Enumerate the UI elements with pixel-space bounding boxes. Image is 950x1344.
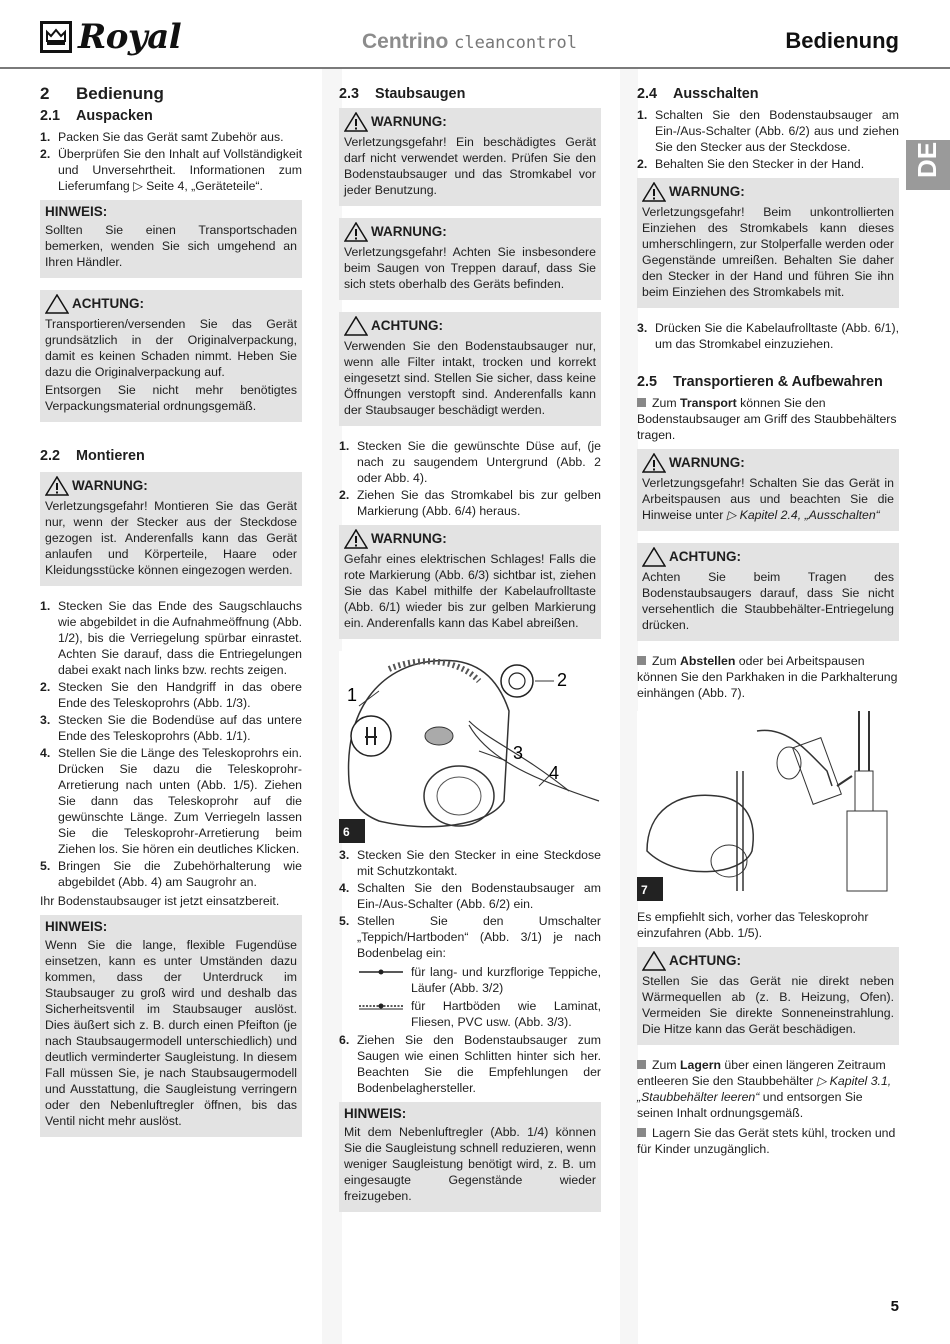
unpack-steps (40, 129, 302, 194)
list-item: 5. Stellen Sie den Umschalter „Teppich/Hartboden“ (Abb. 3/1) je nach Bodenbelag ein: (339, 914, 601, 960)
note-title: HINWEIS: (45, 204, 108, 219)
chapter-heading: 2 Bedienung (40, 84, 164, 103)
warning-text: Verletzungsgefahr! Schalten Sie das Gerät in Arbeitspausen aus und beachten Sie die Hinweise unter ▷ Kapitel 2.4, „Ausschalten“ (642, 476, 894, 522)
warning-box (339, 108, 601, 206)
header-divider (0, 67, 950, 69)
list-item: 1. Packen Sie das Gerät samt Zubehör aus. (40, 130, 284, 144)
warning-triangle-icon (344, 316, 368, 336)
section-heading-2-2: 2.2 Montieren (40, 448, 145, 464)
vacuum-cable-illustration (339, 651, 601, 843)
note-text: Sollten Sie einen Transportschaden bemerken, wenden Sie sich umgehend an Ihren Händler. (45, 223, 297, 269)
storage-text: Zum Lagern über einen längeren Zeitraum entleeren Sie den Staubbehälter ▷ Kapitel 3.1, „Staubbehälter leeren“ und entsorgen Sie seinen Inhalt ordnungsgemäß. (637, 1058, 892, 1120)
caution-text: Entsorgen Sie nicht mehr benötigtes Verpackungsmaterial ordnungsgemäß. (45, 383, 297, 413)
caution-text: Transportieren/versenden Sie das Gerät grundsätzlich in der Originalverpackung, damit es keinen Schaden nimmt. Heben Sie dazu die Originalverpackung auf. (45, 317, 297, 379)
assembly-steps (40, 598, 302, 890)
vacuum-steps (339, 438, 601, 519)
ready-text: Ihr Bodenstaubsauger ist jetzt einsatzbereit. (40, 894, 280, 908)
hardfloor-setting-text: für Hartböden wie Laminat, Fliesen, PVC usw. (Abb. 3/3). (411, 999, 601, 1029)
column-1 (40, 84, 302, 1149)
warning-triangle-icon (642, 182, 666, 202)
warning-box (637, 449, 899, 531)
callout-3: 3 (513, 743, 524, 763)
carpet-setting (357, 964, 601, 996)
warning-title: WARNUNG: (344, 529, 596, 549)
brand-wordmark: Royal (78, 17, 182, 57)
chapter-reference-link[interactable]: ▷ Kapitel 3.1, „Staubbehälter leeren“ (637, 1074, 892, 1104)
caution-text: Verwenden Sie den Bodenstaubsauger nur, wenn alle Filter intakt, trocken und korrekt eingesetzt sind. Stellen Sie sicher, dass keine Öffnungen verstopft sind. Anderenfalls kann der Staubsauger beschädigt werden. (344, 339, 596, 417)
warning-triangle-icon (45, 294, 69, 314)
list-item: 5. Bringen Sie die Zubehörhalterung wie abgebildet (Abb. 4) am Saugrohr an. (40, 859, 302, 889)
note-box (40, 200, 302, 278)
switch-off-steps (637, 320, 899, 352)
warning-text: Gefahr eines elektrischen Schlages! Falls die rote Markierung (Abb. 6/3) sichtbar ist, ziehen Sie das Kabel mithilfe der Kabelaufrolltaste (Abb. 6/1) wieder bis zur gelben Markierung ein. Anderenfalls kann das Kabel abreißen. (344, 552, 596, 630)
column-gutter (620, 69, 638, 1344)
carpet-setting-text: für lang- und kurzflorige Teppiche, Läufer (Abb. 3/2) (411, 965, 601, 995)
callout-4: 4 (549, 763, 560, 783)
list-item: 1. Schalten Sie den Bodenstaubsauger am Ein-/Aus-Schalter (Abb. 6/2) aus und ziehen Sie den Stecker aus der Steckdose. (637, 108, 899, 154)
list-item: 3. Drücken Sie die Kabelaufrolltaste (Abb. 6/1), um das Stromkabel einzuziehen. (637, 321, 899, 351)
section-heading-2-3: 2.3 Staubsaugen (339, 86, 466, 102)
list-item: 2. Stecken Sie den Handgriff in das obere Ende des Teleskoprohrs (Abb. 1/3). (40, 680, 302, 710)
warning-text: Verletzungsgefahr! Beim unkontrollierten Einziehen des Stromkabels kann dieses umherschlingern, zur Stolperfalle werden oder Gegenstände umreißen. Behalten Sie daher den Stecker in der Hand und führen Sie ihn beim Einziehen des Stromkabels mit. (642, 205, 894, 299)
hardfloor-setting (357, 998, 601, 1030)
warning-title: WARNUNG: (642, 182, 894, 202)
bullet-icon (637, 656, 646, 665)
model-title (362, 30, 577, 54)
note-title: HINWEIS: (45, 919, 108, 934)
list-item: 1. Stecken Sie das Ende des Saugschlauchs wie abgebildet in die Aufnahmeöffnung (Abb. 1/2), bis die Verriegelung spürbar einrastet. Achten Sie darauf, dass die Entriegelungen dabei exakt nach links bzw. rechts zeigen. (40, 599, 302, 677)
bullet-icon (637, 1060, 646, 1069)
warning-triangle-icon (344, 529, 368, 549)
warning-triangle-icon (642, 951, 666, 971)
list-item: 3. Stecken Sie die Bodendüse auf das untere Ende des Teleskoprohrs (Abb. 1/1). (40, 713, 302, 743)
model-subtitle: cleancontrol (454, 33, 577, 53)
caution-box (637, 947, 899, 1045)
list-item: 4. Schalten Sie den Bodenstaubsauger am Ein-/Aus-Schalter (Abb. 6/2) ein. (339, 881, 601, 911)
section-heading-2-5: 2.5 Transportieren & Aufbewahren (637, 374, 883, 390)
section-heading-2-1: 2.1 Auspacken (40, 108, 153, 124)
warning-triangle-icon (45, 476, 69, 496)
caution-title: ACHTUNG: (45, 294, 297, 314)
hardfloor-symbol-icon (357, 998, 411, 1012)
page-number: 5 (890, 1298, 899, 1315)
caution-text: Stellen Sie das Gerät nie direkt neben Wärmequellen ab (z. B. Heizung, Ofen). Vermeiden Sie direkte Sonneneinstrahlung. Die Hitze kann das Gerät beschädigen. (642, 974, 894, 1036)
caution-title: ACHTUNG: (344, 316, 596, 336)
list-item: 6. Ziehen Sie den Bodenstaubsauger zum Saugen wie einen Schlitten hinter sich her. Beachten Sie die Empfehlungen der Bodenbelaghersteller. (339, 1033, 601, 1095)
warning-triangle-icon (344, 112, 368, 132)
vacuum-steps (339, 847, 601, 961)
caution-text: Achten Sie beim Tragen des Bodenstaubsaugers darauf, dass Sie nicht versehentlich die Staubbehälter-Entriegelung drücken. (642, 570, 894, 632)
note-text: Wenn Sie die lange, flexible Fugendüse einsetzen, kann es unter Umständen dazu kommen, dass der Unterdruck im Staubsauger zu groß wird und deshalb das Sicherheitsventil im Staubsauger auslöst. Dies äußert sich z. B. durch einen Pfeifton (je nach Staubsaugermodell unterschiedlich) und deutlich verminderter Saugleistung. In diesem Fall müssen Sie, je nach Staubsaugermodell und Ausstattung, die Saugleistung verringern oder den Nebenluftregler öffnen, bis das Ventil nicht mehr auslöst. (45, 938, 297, 1128)
callout-1: 1 (347, 685, 358, 705)
warning-text: Verletzungsgefahr! Achten Sie insbesondere beim Saugen von Treppen darauf, dass Sie sich stets oberhalb des Geräts befinden. (344, 245, 596, 291)
switch-off-steps (637, 107, 899, 172)
bullet-icon (637, 1128, 646, 1137)
callout-2: 2 (557, 670, 568, 690)
warning-triangle-icon (642, 453, 666, 473)
cool-storage-text: Lagern Sie das Gerät stets kühl, trocken und für Kinder unzugänglich. (637, 1126, 896, 1156)
figure-6 (339, 651, 601, 843)
column-2 (339, 84, 601, 1224)
list-item: 4. Stellen Sie die Länge des Teleskoprohrs ein. Drücken Sie dazu die Teleskoprohr-Arretierung nach unten (Abb. 1/5). Ziehen Sie dann das Teleskoprohr auf die gewünschte Länge. Zum Verriegeln lassen Sie die Teleskoprohr-Arretierung beim Ziehen los. Sie hören ein deutliches Klicken. (40, 746, 302, 856)
warning-box (637, 178, 899, 308)
bullet-icon (637, 398, 646, 407)
caution-title: ACHTUNG: (642, 951, 894, 971)
warning-title: WARNUNG: (344, 222, 596, 242)
note-box (339, 1102, 601, 1212)
list-item: 2. Überprüfen Sie den Inhalt auf Vollständigkeit und Unversehrtheit. Informationen zum Lieferumfang ▷ Seite 4, „Geräteteile“. (40, 147, 302, 193)
note-title: HINWEIS: (344, 1106, 407, 1121)
vacuum-steps (339, 1032, 601, 1096)
caution-title: ACHTUNG: (642, 547, 894, 567)
note-text: Mit dem Nebenluftregler (Abb. 1/4) können Sie die Saugleistung schnell reduzieren, wenn weniger Saugleistung benötigt wird, z. B. um eingesaugte Gegenstände wieder freizugeben. (344, 1125, 596, 1203)
figure-number: 7 (637, 877, 663, 901)
carpet-symbol-icon (357, 964, 411, 978)
list-item: 3. Stecken Sie den Stecker in eine Steckdose mit Schutzkontakt. (339, 848, 601, 878)
telescope-text: Es empfiehlt sich, vorher das Teleskoprohr einzufahren (Abb. 1/5). (637, 910, 869, 940)
warning-box (339, 525, 601, 639)
caution-box (40, 290, 302, 422)
parking-illustration (637, 711, 899, 901)
warning-box (40, 472, 302, 586)
model-name: Centrino (362, 30, 449, 53)
section-heading-2-4: 2.4 Ausschalten (637, 86, 759, 102)
warning-box (339, 218, 601, 300)
note-box (40, 915, 302, 1137)
chapter-title: Bedienung (785, 28, 899, 53)
warning-title: WARNUNG: (344, 112, 596, 132)
warning-triangle-icon (642, 547, 666, 567)
list-item: 2. Behalten Sie den Stecker in der Hand. (637, 157, 865, 171)
list-item: 2. Ziehen Sie das Stromkabel bis zur gelben Markierung (Abb. 6/4) heraus. (339, 488, 601, 518)
page-header (0, 0, 950, 68)
chapter-reference-link[interactable]: ▷ Kapitel 2.4, „Ausschalten“ (726, 508, 880, 522)
warning-text: Verletzungsgefahr! Montieren Sie das Gerät nur, wenn der Stecker aus der Steckdose gezogen ist. Anderenfalls kann das Gerät anlaufen und Körperteile, Haare oder Kleidungsstücke können eingezogen werden. (45, 499, 297, 577)
language-tab (906, 140, 950, 190)
warning-text: Verletzungsgefahr! Ein beschädigtes Gerät darf nicht verwendet werden. Prüfen Sie den Bodenstaubsauger und das Stromkabel vor jeder Benutzung. (344, 135, 596, 197)
caution-box (637, 543, 899, 641)
brand-logo (40, 17, 182, 57)
column-3 (637, 84, 899, 1159)
crown-icon (40, 21, 72, 53)
list-item: 1. Stecken Sie die gewünschte Düse auf, (je nach zu saugendem Untergrund (Abb. 2 oder Abb. 4). (339, 439, 601, 485)
parking-text: Zum Abstellen oder bei Arbeitspausen können Sie den Parkhaken in die Parkhalterung einhängen (Abb. 7). (637, 654, 898, 700)
transport-text: Zum Transport können Sie den Bodenstaubsauger am Griff des Staubbehälters tragen. (637, 396, 897, 442)
figure-number: 6 (339, 819, 365, 843)
figure-7 (637, 711, 899, 901)
warning-title: WARNUNG: (45, 476, 297, 496)
caution-box (339, 312, 601, 426)
warning-triangle-icon (344, 222, 368, 242)
warning-title: WARNUNG: (642, 453, 894, 473)
language-tab-label: DE (912, 141, 942, 178)
